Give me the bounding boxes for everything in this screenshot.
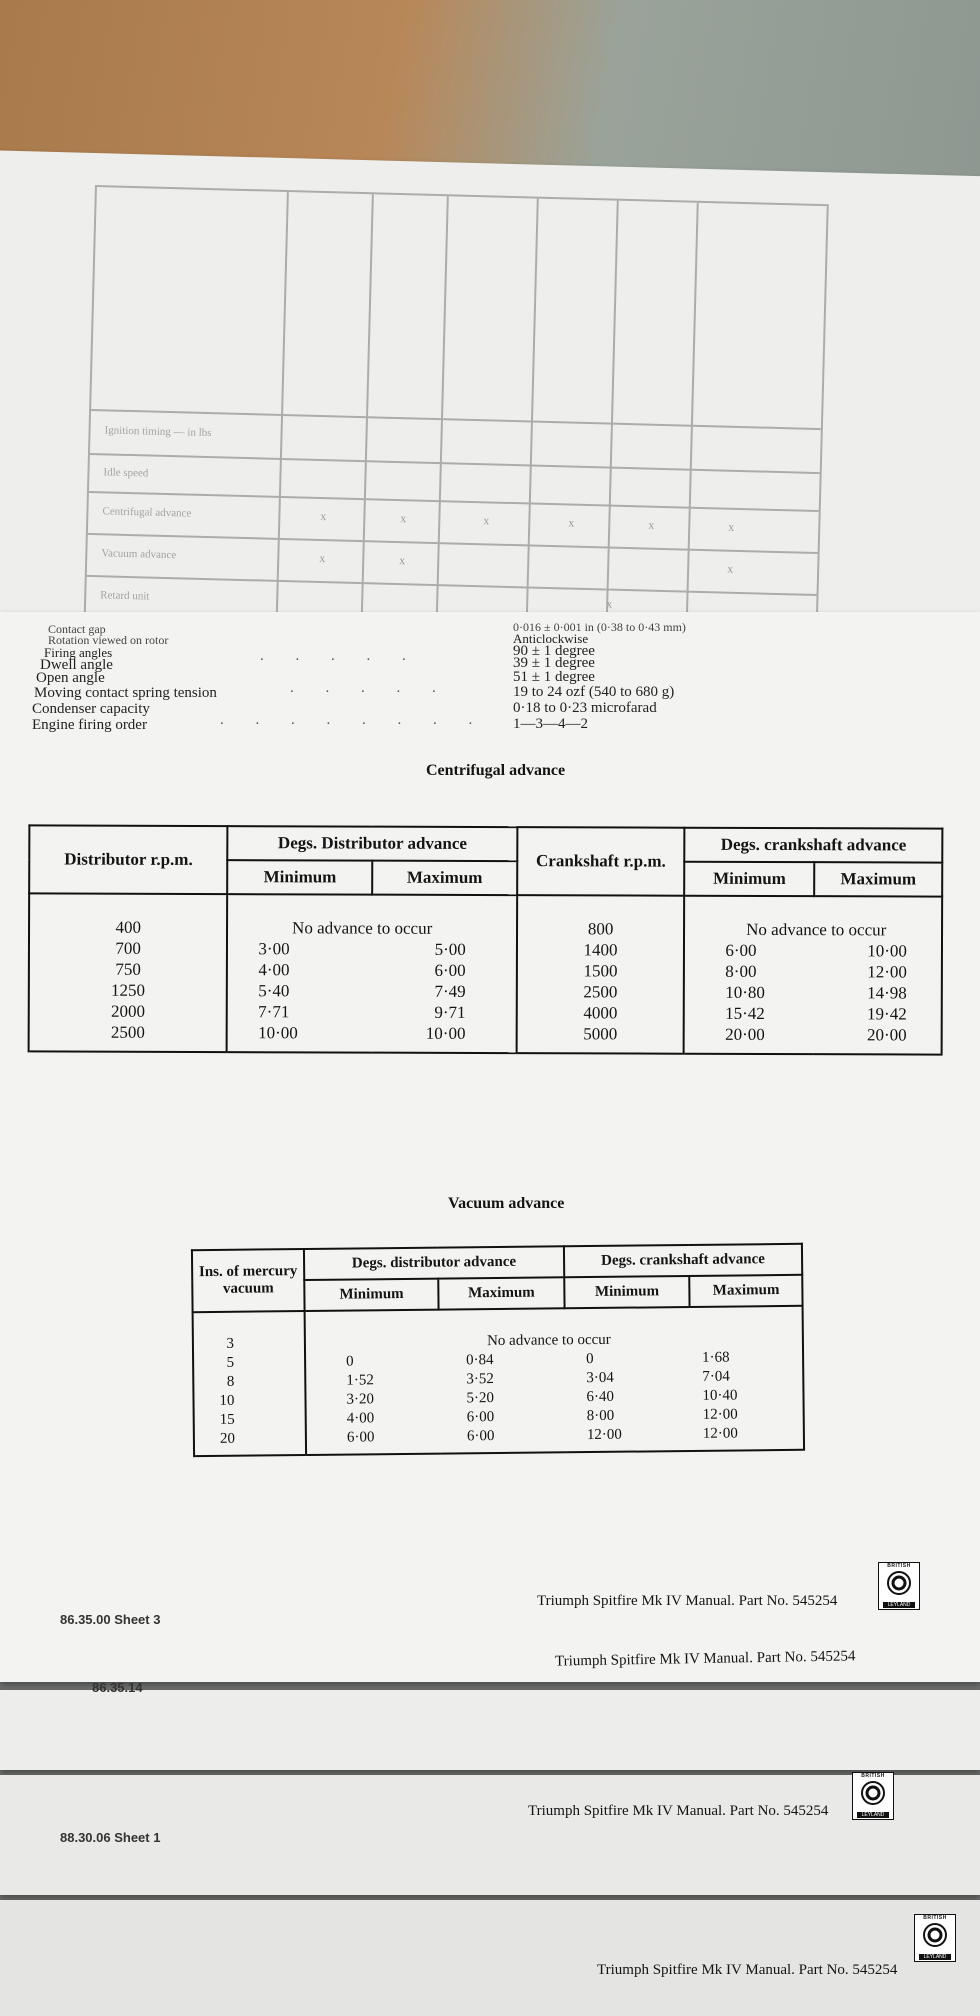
faded-row bbox=[87, 575, 817, 596]
cell: 19·42 bbox=[867, 1004, 907, 1024]
faded-row bbox=[88, 533, 818, 554]
vacuum-table bbox=[191, 1243, 805, 1457]
cell: 15·42 bbox=[725, 1003, 765, 1023]
cell: 5·20 bbox=[466, 1390, 495, 1407]
cell: 20 bbox=[219, 1430, 235, 1447]
cell: 10·00 bbox=[425, 1023, 466, 1043]
leyland-emblem-icon bbox=[886, 1570, 912, 1596]
faded-x-mark: x bbox=[319, 551, 326, 566]
header-degs-dist-advance: Degs. Distributor advance bbox=[228, 826, 517, 861]
cell: 1500 bbox=[583, 961, 618, 981]
value-row bbox=[258, 959, 465, 981]
header-ins-mercury: Ins. of mercury vacuum bbox=[192, 1249, 305, 1312]
crank-advance-columns bbox=[684, 896, 942, 1055]
cell: 5·00 bbox=[434, 939, 466, 959]
british-leyland-logo bbox=[914, 1914, 956, 1962]
cell: 8·00 bbox=[725, 961, 757, 981]
cell: 8·00 bbox=[586, 1407, 615, 1425]
spec-label: Dwell angle bbox=[40, 657, 113, 673]
cell: 6·00 bbox=[434, 960, 466, 980]
cell: 3·20 bbox=[346, 1391, 375, 1408]
stacked-page bbox=[0, 1900, 980, 2016]
spec-value: 1—3—4—2 bbox=[513, 716, 588, 732]
cell: 5·40 bbox=[258, 981, 290, 1001]
spec-label: Condenser capacity bbox=[32, 701, 150, 717]
value-row bbox=[258, 980, 465, 1002]
british-leyland-logo bbox=[852, 1772, 894, 1820]
header-crank-maximum: Maximum bbox=[690, 1275, 803, 1307]
cell: 3·04 bbox=[586, 1369, 614, 1387]
sheet-reference: 86.35.00 Sheet 3 bbox=[60, 1612, 161, 1627]
faded-x-mark: x bbox=[320, 509, 327, 524]
cell: 12·00 bbox=[867, 962, 907, 982]
cell: 1·68 bbox=[702, 1349, 730, 1366]
logo-bottom-text: LEYLAND bbox=[857, 1812, 889, 1818]
spec-leader-dots: . . . . . . . . bbox=[220, 712, 487, 728]
cell: 6·40 bbox=[586, 1388, 615, 1406]
no-advance-note: No advance to occur bbox=[486, 1331, 611, 1350]
faded-col bbox=[436, 196, 449, 626]
value-row bbox=[725, 1003, 907, 1025]
cell: 20·00 bbox=[725, 1024, 765, 1044]
no-advance-note: No advance to occur bbox=[746, 919, 887, 940]
faded-row-label: Vacuum advance bbox=[101, 547, 177, 562]
faded-col bbox=[361, 194, 374, 624]
spec-label: Contact gap bbox=[48, 622, 106, 636]
faded-x-mark: x bbox=[399, 553, 406, 568]
header-dist-maximum: Maximum bbox=[438, 1277, 564, 1309]
spec-label: Open angle bbox=[36, 670, 105, 686]
cell: 6·00 bbox=[725, 940, 757, 960]
logo-bottom-text: LEYLAND bbox=[883, 1602, 915, 1608]
cell: 3·52 bbox=[466, 1371, 494, 1388]
cell: 3 bbox=[226, 1335, 235, 1352]
faded-row-label: Ignition timing — in lbs bbox=[104, 424, 212, 440]
cell: 0·84 bbox=[466, 1352, 494, 1369]
cell: 2500 bbox=[110, 1022, 145, 1042]
faded-x-mark: x bbox=[568, 515, 575, 530]
cell: 2000 bbox=[110, 1001, 146, 1021]
ins-mercury-column bbox=[193, 1311, 307, 1456]
faded-x-mark: x bbox=[648, 517, 655, 532]
cell: 6·00 bbox=[466, 1409, 495, 1426]
value-row bbox=[725, 961, 907, 983]
faded-col bbox=[685, 203, 698, 633]
cell: 4000 bbox=[583, 1003, 618, 1023]
advance-columns bbox=[305, 1306, 804, 1455]
sheet-reference: 86.35.14 bbox=[92, 1680, 143, 1695]
header-crank-minimum: Minimum bbox=[564, 1276, 690, 1308]
cell: 10·80 bbox=[725, 982, 765, 1002]
header-dist-maximum: Maximum bbox=[372, 861, 517, 896]
cell: 700 bbox=[115, 938, 141, 958]
logo-top-text: BRITISH bbox=[887, 1563, 911, 1569]
spec-value: 19 to 24 ozf (540 to 680 g) bbox=[513, 684, 675, 700]
header-degs-dist-advance: Degs. distributor advance bbox=[304, 1246, 564, 1280]
spec-label: Firing angles bbox=[44, 645, 113, 660]
vacuum-title: Vacuum advance bbox=[448, 1195, 565, 1212]
cell: 10·40 bbox=[702, 1387, 738, 1404]
centrifugal-table bbox=[28, 824, 944, 1055]
value-row bbox=[258, 1001, 465, 1023]
cell: 8 bbox=[226, 1373, 235, 1390]
value-grid bbox=[346, 1348, 783, 1448]
faded-x-mark: x bbox=[606, 596, 613, 611]
cell: 3·00 bbox=[258, 939, 290, 959]
header-dist-minimum: Minimum bbox=[304, 1279, 439, 1311]
header-distributor-rpm: Distributor r.p.m. bbox=[29, 825, 228, 894]
spec-value: 39 ± 1 degree bbox=[513, 655, 595, 671]
logo-bottom-text: LEYLAND bbox=[919, 1954, 951, 1960]
cell: 12·00 bbox=[702, 1425, 738, 1442]
spec-value: 0·18 to 0·23 microfarad bbox=[513, 700, 657, 716]
logo-top-text: BRITISH bbox=[861, 1773, 885, 1779]
cell: 1250 bbox=[111, 980, 146, 1000]
cell: 0 bbox=[346, 1353, 354, 1370]
manual-footer: Triumph Spitfire Mk IV Manual. Part No. 545254 bbox=[597, 1962, 898, 1978]
cell: 9·71 bbox=[434, 1002, 466, 1022]
faded-back-table bbox=[84, 185, 829, 638]
faded-x-mark: x bbox=[728, 519, 735, 534]
spec-leader-dots: . . . . . bbox=[290, 680, 450, 696]
cell: 12·00 bbox=[702, 1406, 738, 1423]
cell: 5000 bbox=[583, 1024, 618, 1044]
faded-col bbox=[526, 199, 539, 629]
manual-footer: Triumph Spitfire Mk IV Manual. Part No. 545254 bbox=[537, 1593, 838, 1609]
cell: 1·52 bbox=[346, 1372, 374, 1389]
distributor-rpm-column bbox=[29, 893, 228, 1052]
manual-footer: Triumph Spitfire Mk IV Manual. Part No. 545254 bbox=[554, 1648, 856, 1670]
faded-row-label: Centrifugal advance bbox=[102, 505, 192, 520]
header-crank-minimum: Minimum bbox=[685, 862, 815, 896]
spec-value: Anticlockwise bbox=[513, 631, 589, 646]
faded-row-label: Idle speed bbox=[103, 466, 149, 480]
stacked-page bbox=[0, 1690, 980, 1770]
cell: 20·00 bbox=[866, 1025, 907, 1045]
cell: 7·71 bbox=[258, 1002, 290, 1022]
no-advance-note: No advance to occur bbox=[292, 918, 433, 938]
manual-footer: Triumph Spitfire Mk IV Manual. Part No. 545254 bbox=[528, 1803, 829, 1819]
value-row bbox=[725, 982, 907, 1004]
cell: 400 bbox=[115, 917, 142, 937]
crankshaft-rpm-column bbox=[516, 895, 684, 1054]
cell: 5 bbox=[226, 1354, 235, 1371]
value-row bbox=[725, 1024, 907, 1046]
cell: 6·00 bbox=[466, 1428, 495, 1445]
cell: 4·00 bbox=[258, 960, 290, 980]
header-degs-crank-advance: Degs. crankshaft advance bbox=[564, 1244, 802, 1277]
cell: 10·00 bbox=[867, 941, 907, 961]
sheet-reference: 88.30.06 Sheet 1 bbox=[60, 1830, 161, 1845]
spec-value: 51 ± 1 degree bbox=[513, 669, 595, 685]
value-row bbox=[258, 938, 465, 960]
cell: 750 bbox=[115, 959, 141, 979]
spec-label: Rotation viewed on rotor bbox=[48, 633, 169, 647]
dist-advance-columns bbox=[227, 894, 517, 1053]
spec-label: Moving contact spring tension bbox=[34, 685, 217, 701]
leyland-emblem-icon bbox=[860, 1780, 886, 1806]
faded-col bbox=[276, 192, 289, 622]
faded-x-mark: x bbox=[726, 561, 734, 576]
spec-value: 90 ± 1 degree bbox=[513, 643, 595, 659]
spec-label: Engine firing order bbox=[32, 717, 147, 733]
cell: 14·98 bbox=[867, 983, 907, 1003]
logo-top-text: BRITISH bbox=[923, 1915, 947, 1921]
cell: 0 bbox=[586, 1350, 594, 1368]
header-crank-maximum: Maximum bbox=[814, 862, 942, 896]
cell: 10·00 bbox=[258, 1023, 298, 1043]
faded-x-mark: x bbox=[483, 513, 490, 528]
header-crankshaft-rpm: Crankshaft r.p.m. bbox=[517, 827, 685, 896]
spec-leader-dots: . . . . . bbox=[260, 648, 420, 664]
faded-x-mark: x bbox=[400, 511, 407, 526]
faded-col bbox=[606, 201, 619, 631]
spec-value: 0·016 ± 0·001 in (0·38 to 0·43 mm) bbox=[513, 620, 686, 634]
cell: 800 bbox=[587, 919, 614, 939]
cell: 2500 bbox=[583, 982, 618, 1002]
british-leyland-logo bbox=[878, 1562, 920, 1610]
cell: 7·04 bbox=[702, 1368, 730, 1385]
faded-row bbox=[90, 453, 820, 474]
centrifugal-title: Centrifugal advance bbox=[426, 762, 566, 779]
cell: 15 bbox=[219, 1411, 235, 1428]
cell: 6·00 bbox=[346, 1429, 375, 1446]
faded-row-label: Retard unit bbox=[100, 589, 150, 603]
header-dist-minimum: Minimum bbox=[228, 860, 373, 895]
cell: 7·49 bbox=[434, 981, 466, 1001]
faded-row bbox=[89, 491, 819, 512]
value-row bbox=[725, 940, 907, 962]
header-degs-crank-advance: Degs. crankshaft advance bbox=[685, 828, 943, 863]
cell: 10 bbox=[219, 1392, 235, 1409]
cell: 4·00 bbox=[346, 1410, 375, 1427]
value-row bbox=[258, 1022, 465, 1044]
leyland-emblem-icon bbox=[922, 1922, 948, 1948]
cell: 1400 bbox=[583, 940, 618, 960]
cell: 12·00 bbox=[586, 1426, 622, 1444]
